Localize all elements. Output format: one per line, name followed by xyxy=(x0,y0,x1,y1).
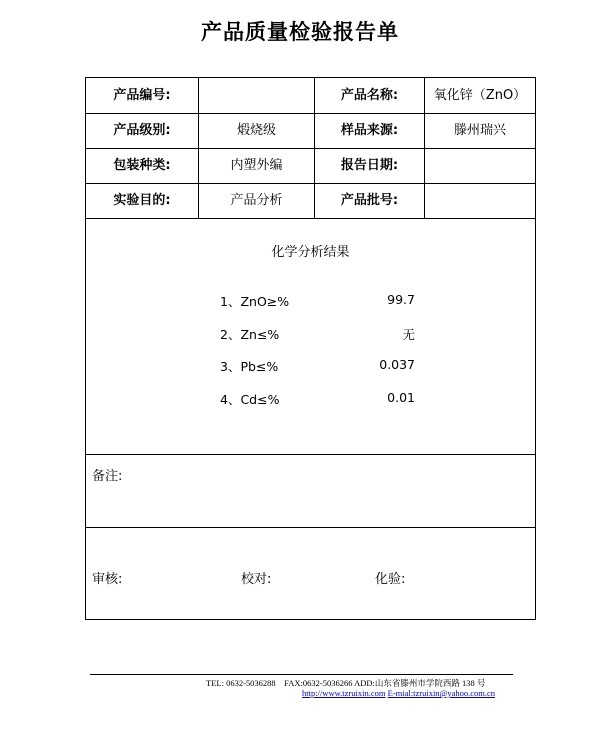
report-form xyxy=(85,77,536,620)
packaging-type-label: 包装种类: xyxy=(113,158,171,173)
section-divider xyxy=(86,454,535,455)
footer-divider xyxy=(90,674,513,675)
result-value: 无 xyxy=(402,327,415,342)
result-value: 0.037 xyxy=(379,357,415,372)
test-purpose-label: 实验目的: xyxy=(113,193,171,208)
result-label: 1、ZnO≥% xyxy=(220,294,290,309)
footer-tel: TEL: 0632-5036288 xyxy=(206,678,276,688)
result-label: 4、Cd≤% xyxy=(220,392,280,407)
footer-fax: FAX:0632-5036266 xyxy=(284,678,353,688)
result-label: 3、Pb≤% xyxy=(220,359,279,374)
result-value: 0.01 xyxy=(387,390,415,405)
page-title: 产品质量检验报告单 xyxy=(201,20,399,44)
website-link[interactable]: http://www.tzruixin.com xyxy=(302,688,386,698)
reviewer-label: 审核: xyxy=(92,572,123,587)
test-purpose-value: 产品分析 xyxy=(230,193,283,208)
analysis-results-title: 化学分析结果 xyxy=(271,245,350,260)
report-date-label: 报告日期: xyxy=(340,158,399,173)
report-date-value xyxy=(425,148,535,183)
result-value: 99.7 xyxy=(387,292,415,307)
product-name-value: 氧化锌（ZnO） xyxy=(433,88,527,103)
product-grade-label: 产品级别: xyxy=(113,123,171,138)
tester-label: 化验: xyxy=(375,572,406,587)
product-number-label: 产品编号: xyxy=(113,88,171,103)
footer-web-line xyxy=(302,688,495,698)
product-name-label: 产品名称: xyxy=(340,88,399,103)
sample-source-label: 样品来源: xyxy=(340,123,399,138)
row-divider xyxy=(86,218,535,219)
footer-address: ADD:山东省滕州市学院西路 138 号 xyxy=(354,678,486,688)
section-divider xyxy=(86,527,535,528)
product-number-value xyxy=(199,78,314,113)
batch-number-value xyxy=(425,183,535,218)
result-label: 2、Zn≤% xyxy=(220,327,280,342)
batch-number-label: 产品批号: xyxy=(340,193,399,208)
proofreader-label: 校对: xyxy=(241,572,272,587)
sample-source-value: 滕州瑞兴 xyxy=(453,123,506,138)
product-grade-value: 煅烧级 xyxy=(236,123,276,138)
remarks-label: 备注: xyxy=(92,469,123,484)
email-link[interactable]: E-mial:tzruixin@yahoo.com.cn xyxy=(387,688,496,698)
packaging-type-value: 内塑外编 xyxy=(230,158,283,173)
